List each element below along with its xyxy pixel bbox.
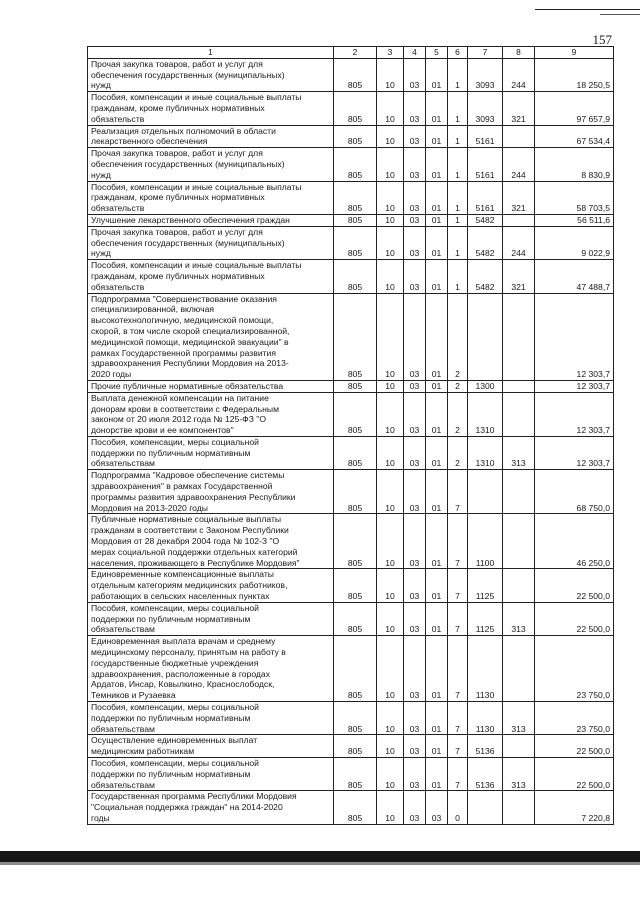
cell-target-article: 5482 [468, 214, 503, 226]
description-line: обязательств [91, 113, 145, 124]
cell-program: 01 [426, 226, 448, 259]
description-line: Подпрограмма "Кадровое обеспечение системы [91, 470, 285, 481]
cell-subsection: 03 [404, 735, 426, 758]
description-line: рамках Государственной программы развития [91, 347, 277, 358]
cell-ministry-code: 805 [334, 569, 377, 602]
cell-description [88, 148, 334, 181]
header-cell: 2 [334, 47, 377, 59]
header-cell: 9 [535, 47, 614, 59]
cell-subprogram: 7 [448, 758, 468, 791]
cell-subprogram: 2 [448, 380, 468, 392]
cell-section: 10 [377, 260, 404, 293]
cell-program: 01 [426, 92, 448, 125]
description-line: обязательствам [91, 779, 155, 790]
cell-ministry-code: 805 [334, 514, 377, 569]
cell-target-article [468, 470, 503, 514]
cell-program: 01 [426, 148, 448, 181]
cell-section: 10 [377, 226, 404, 259]
table-row [88, 636, 614, 702]
cell-subprogram: 7 [448, 514, 468, 569]
description-line: Прочая закупка товаров, работ и услуг для [91, 58, 263, 69]
header-cell: 1 [88, 47, 334, 59]
description-line: обязательствам [91, 458, 155, 469]
cell-subprogram: 1 [448, 260, 468, 293]
description-line: скорой, в том числе скорой специализированной, [91, 325, 290, 336]
description-line: Пособия, компенсации и иные социальные выплаты [91, 260, 302, 271]
cell-program: 01 [426, 702, 448, 735]
cell-target-article: 5161 [468, 181, 503, 214]
cell-subsection: 03 [404, 148, 426, 181]
cell-description [88, 636, 334, 702]
cell-subprogram: 2 [448, 293, 468, 380]
cell-ministry-code: 805 [334, 58, 377, 91]
description-line: Пособия, компенсации, меры социальной [91, 702, 259, 713]
cell-amount: 12 303,7 [535, 392, 614, 436]
cell-amount: 58 703,5 [535, 181, 614, 214]
table-row [88, 514, 614, 569]
cell-section: 10 [377, 58, 404, 91]
description-line: Мордовия на 2013-2020 годы [91, 502, 208, 513]
header-cell: 8 [503, 47, 535, 59]
table-row [88, 380, 614, 392]
cell-target-article: 1130 [468, 636, 503, 702]
cell-subsection: 03 [404, 392, 426, 436]
description-line: лекарственного обеспечения [91, 136, 208, 147]
cell-expense-type [503, 293, 535, 380]
table-row [88, 148, 614, 181]
description-line: Реализация отдельных полномочий в области [91, 125, 276, 136]
description-line: здравоохранения Республики Мордовия на 2013- [91, 358, 289, 369]
description-line: годы [91, 812, 110, 823]
cell-program: 01 [426, 514, 448, 569]
cell-description [88, 602, 334, 635]
cell-section: 10 [377, 735, 404, 758]
cell-subsection: 03 [404, 702, 426, 735]
description-line: донорам крови в соответствии с Федеральным [91, 403, 279, 414]
cell-subsection: 03 [404, 569, 426, 602]
cell-section: 10 [377, 181, 404, 214]
cell-ministry-code: 805 [334, 214, 377, 226]
description-line: здравоохранения" в рамках Государственной [91, 481, 273, 492]
description-line: Единовременные компенсационные выплаты [91, 569, 274, 580]
cell-section: 10 [377, 758, 404, 791]
cell-ministry-code: 805 [334, 702, 377, 735]
description-line: нужд [91, 169, 111, 180]
table-row [88, 392, 614, 436]
cell-subprogram: 2 [448, 392, 468, 436]
cell-ministry-code: 805 [334, 436, 377, 469]
table-row [88, 758, 614, 791]
cell-section: 10 [377, 436, 404, 469]
cell-ministry-code: 805 [334, 92, 377, 125]
cell-program: 03 [426, 791, 448, 824]
cell-subprogram: 0 [448, 791, 468, 824]
cell-target-article: 1310 [468, 436, 503, 469]
description-line: программы развития здравоохранения Республики [91, 491, 296, 502]
cell-subprogram: 7 [448, 569, 468, 602]
header-cell: 7 [468, 47, 503, 59]
description-line: Прочая закупка товаров, работ и услуг для [91, 226, 263, 237]
cell-description [88, 758, 334, 791]
cell-subprogram: 7 [448, 735, 468, 758]
cell-section: 10 [377, 514, 404, 569]
cell-description [88, 380, 334, 392]
cell-amount: 56 511,6 [535, 214, 614, 226]
cell-subsection: 03 [404, 380, 426, 392]
description-line: Пособия, компенсации, меры социальной [91, 758, 259, 768]
description-line: государственные бюджетные учреждения [91, 657, 259, 668]
cell-ministry-code: 805 [334, 735, 377, 758]
cell-expense-type: 313 [503, 602, 535, 635]
description-line: обеспечения государственных (муниципальных) [91, 237, 285, 248]
table-row [88, 791, 614, 824]
cell-program: 01 [426, 470, 448, 514]
cell-description [88, 569, 334, 602]
cell-subprogram: 1 [448, 226, 468, 259]
cell-amount: 67 534,4 [535, 125, 614, 148]
cell-section: 10 [377, 148, 404, 181]
cell-expense-type: 313 [503, 436, 535, 469]
cell-target-article [468, 791, 503, 824]
description-line: обязательств [91, 203, 145, 214]
cell-expense-type [503, 569, 535, 602]
description-line: Пособия, компенсации и иные социальные выплаты [91, 181, 302, 192]
description-line: здравоохранения, расположенные в городах [91, 668, 271, 679]
description-line: медицинскому персоналу, принятым на работу в [91, 647, 286, 658]
cell-subsection: 03 [404, 214, 426, 226]
cell-subsection: 03 [404, 636, 426, 702]
cell-subsection: 03 [404, 58, 426, 91]
description-line: Подпрограмма "Совершенствование оказания [91, 293, 277, 304]
header-cell: 3 [377, 47, 404, 59]
budget-table [87, 46, 614, 825]
cell-subsection: 03 [404, 791, 426, 824]
cell-subprogram: 2 [448, 436, 468, 469]
cell-expense-type [503, 380, 535, 392]
cell-amount: 7 220,8 [535, 791, 614, 824]
description-line: Выплата денежной компенсации на питание [91, 392, 269, 403]
cell-section: 10 [377, 293, 404, 380]
cell-amount: 47 488,7 [535, 260, 614, 293]
table-row [88, 125, 614, 148]
cell-description [88, 436, 334, 469]
cell-expense-type [503, 470, 535, 514]
description-line: гражданам, кроме публичных нормативных [91, 102, 265, 113]
cell-amount: 68 750,0 [535, 470, 614, 514]
cell-target-article: 5161 [468, 148, 503, 181]
table-row [88, 181, 614, 214]
description-line: Ардатов, Инсар, Ковылкино, Краснослободск, [91, 679, 275, 690]
cell-expense-type [503, 214, 535, 226]
description-line: Улучшение лекарственного обеспечения граждан [91, 214, 290, 225]
header-cell: 4 [404, 47, 426, 59]
description-line: Прочая закупка товаров, работ и услуг для [91, 148, 263, 159]
cell-amount: 22 500,0 [535, 758, 614, 791]
description-line: гражданам, кроме публичных нормативных [91, 192, 265, 203]
table-body [88, 47, 614, 825]
cell-ministry-code: 805 [334, 293, 377, 380]
cell-program: 01 [426, 636, 448, 702]
description-line: медицинским работникам [91, 746, 195, 757]
description-line: отдельным категориям медицинских работников, [91, 580, 288, 591]
table-row [88, 735, 614, 758]
cell-expense-type: 321 [503, 92, 535, 125]
cell-amount: 23 750,0 [535, 702, 614, 735]
description-line: работающих в сельских населенных пунктах [91, 591, 270, 602]
description-line: Мордовия от 28 декабря 2004 года № 102-З "О [91, 536, 280, 547]
cell-program: 01 [426, 58, 448, 91]
cell-target-article: 1310 [468, 392, 503, 436]
table-row [88, 226, 614, 259]
cell-target-article: 5136 [468, 758, 503, 791]
cell-expense-type [503, 392, 535, 436]
description-line: поддержки по публичным нормативным [91, 447, 251, 458]
cell-description [88, 92, 334, 125]
cell-amount: 8 830,9 [535, 148, 614, 181]
cell-subprogram: 1 [448, 125, 468, 148]
cell-subprogram: 7 [448, 702, 468, 735]
cell-target-article [468, 293, 503, 380]
cell-amount: 22 500,0 [535, 569, 614, 602]
cell-amount: 22 500,0 [535, 602, 614, 635]
cell-section: 10 [377, 791, 404, 824]
cell-program: 01 [426, 293, 448, 380]
description-line: 2020 годы [91, 369, 132, 380]
description-line: донорстве крови и ее компонентов" [91, 425, 234, 436]
cell-target-article: 5482 [468, 260, 503, 293]
cell-target-article: 3093 [468, 58, 503, 91]
cell-ministry-code: 805 [334, 181, 377, 214]
description-line: обеспечения государственных (муниципальных) [91, 158, 285, 169]
table-row [88, 436, 614, 469]
cell-program: 01 [426, 602, 448, 635]
cell-ministry-code: 805 [334, 380, 377, 392]
cell-target-article: 5136 [468, 735, 503, 758]
cell-description [88, 702, 334, 735]
cell-subsection: 03 [404, 758, 426, 791]
cell-section: 10 [377, 470, 404, 514]
description-line: поддержки по публичным нормативным [91, 613, 251, 624]
description-line: Осуществление единовременных выплат [91, 735, 258, 746]
cell-subsection: 03 [404, 125, 426, 148]
cell-ministry-code: 805 [334, 602, 377, 635]
scan-bottom-band-edge [0, 862, 640, 865]
header-cell: 6 [448, 47, 468, 59]
description-line: населения, проживающего в Республике Мордовия" [91, 557, 300, 568]
cell-expense-type: 313 [503, 702, 535, 735]
cell-section: 10 [377, 380, 404, 392]
description-line: Публичные нормативные социальные выплаты [91, 514, 282, 525]
cell-program: 01 [426, 214, 448, 226]
cell-description [88, 293, 334, 380]
description-line: нужд [91, 80, 111, 91]
cell-amount: 12 303,7 [535, 436, 614, 469]
cell-description [88, 470, 334, 514]
cell-expense-type [503, 636, 535, 702]
cell-expense-type [503, 125, 535, 148]
cell-subsection: 03 [404, 226, 426, 259]
description-line: обязательствам [91, 723, 155, 734]
scan-bottom-band [0, 851, 640, 862]
cell-target-article: 5161 [468, 125, 503, 148]
cell-ministry-code: 805 [334, 758, 377, 791]
cell-program: 01 [426, 758, 448, 791]
cell-program: 01 [426, 392, 448, 436]
cell-description [88, 791, 334, 824]
cell-ministry-code: 805 [334, 125, 377, 148]
description-line: обязательств [91, 281, 145, 292]
cell-subprogram: 7 [448, 470, 468, 514]
description-line: поддержки по публичным нормативным [91, 768, 251, 779]
cell-section: 10 [377, 602, 404, 635]
cell-target-article: 5482 [468, 226, 503, 259]
cell-subprogram: 7 [448, 602, 468, 635]
cell-expense-type [503, 735, 535, 758]
cell-section: 10 [377, 92, 404, 125]
cell-section: 10 [377, 214, 404, 226]
cell-description [88, 125, 334, 148]
cell-amount: 97 657,9 [535, 92, 614, 125]
cell-section: 10 [377, 636, 404, 702]
description-line: гражданам, кроме публичных нормативных [91, 270, 265, 281]
cell-section: 10 [377, 702, 404, 735]
table-row [88, 569, 614, 602]
cell-program: 01 [426, 436, 448, 469]
cell-expense-type [503, 791, 535, 824]
cell-program: 01 [426, 260, 448, 293]
description-line: Пособия, компенсации, меры социальной [91, 602, 259, 613]
cell-expense-type: 321 [503, 260, 535, 293]
cell-target-article: 1125 [468, 602, 503, 635]
cell-description [88, 260, 334, 293]
cell-subprogram: 7 [448, 636, 468, 702]
cell-target-article: 1125 [468, 569, 503, 602]
cell-subprogram: 1 [448, 181, 468, 214]
cell-program: 01 [426, 380, 448, 392]
description-line: гражданам в соответствии с Законом Республики [91, 525, 289, 536]
table-header-row [88, 47, 614, 59]
cell-amount: 12 303,7 [535, 380, 614, 392]
cell-expense-type: 321 [503, 181, 535, 214]
cell-subsection: 03 [404, 470, 426, 514]
cell-expense-type: 313 [503, 758, 535, 791]
cell-program: 01 [426, 181, 448, 214]
cell-amount: 12 303,7 [535, 293, 614, 380]
table-row [88, 92, 614, 125]
cell-subsection: 03 [404, 602, 426, 635]
description-line: обязательствам [91, 624, 155, 635]
description-line: специализированной, включая [91, 304, 215, 315]
cell-subsection: 03 [404, 181, 426, 214]
cell-ministry-code: 805 [334, 392, 377, 436]
cell-section: 10 [377, 569, 404, 602]
table-row [88, 602, 614, 635]
description-line: нужд [91, 248, 111, 259]
cell-amount: 18 250,5 [535, 58, 614, 91]
cell-ministry-code: 805 [334, 226, 377, 259]
cell-amount: 9 022,9 [535, 226, 614, 259]
description-line: Пособия, компенсации, меры социальной [91, 436, 259, 447]
table-row [88, 702, 614, 735]
cell-target-article: 1300 [468, 380, 503, 392]
description-line: медицинской помощи, медицинской эвакуации" в [91, 336, 289, 347]
cell-ministry-code: 805 [334, 791, 377, 824]
cell-expense-type: 244 [503, 226, 535, 259]
cell-amount: 23 750,0 [535, 636, 614, 702]
cell-description [88, 735, 334, 758]
description-line: высокотехнологичную, медицинской помощи, [91, 315, 274, 326]
cell-subsection: 03 [404, 293, 426, 380]
cell-ministry-code: 805 [334, 260, 377, 293]
cell-target-article: 1100 [468, 514, 503, 569]
description-line: "Социальная поддержка граждан" на 2014-2020 [91, 802, 283, 813]
cell-subprogram: 1 [448, 92, 468, 125]
cell-program: 01 [426, 125, 448, 148]
cell-expense-type [503, 514, 535, 569]
table-row [88, 214, 614, 226]
cell-description [88, 214, 334, 226]
description-line: Пособия, компенсации и иные социальные выплаты [91, 92, 302, 103]
cell-subprogram: 1 [448, 214, 468, 226]
cell-subsection: 03 [404, 92, 426, 125]
table-row [88, 293, 614, 380]
description-line: Темников и Рузаевка [91, 690, 176, 701]
description-line: поддержки по публичным нормативным [91, 712, 251, 723]
description-line: мерах социальной поддержки отдельных категорий [91, 546, 298, 557]
cell-ministry-code: 805 [334, 470, 377, 514]
cell-target-article: 3093 [468, 92, 503, 125]
page-number: 157 [592, 32, 612, 47]
cell-description [88, 226, 334, 259]
cell-subsection: 03 [404, 436, 426, 469]
cell-program: 01 [426, 735, 448, 758]
scan-artifact-top-right [600, 14, 640, 15]
cell-section: 10 [377, 392, 404, 436]
cell-section: 10 [377, 125, 404, 148]
description-line: Единовременная выплата врачам и среднему [91, 636, 276, 647]
scan-artifact-top [535, 9, 640, 10]
cell-target-article: 1130 [468, 702, 503, 735]
table-row [88, 470, 614, 514]
cell-subsection: 03 [404, 514, 426, 569]
description-line: законом от 20 июля 2012 года № 125-ФЗ "О [91, 414, 267, 425]
cell-amount: 22 500,0 [535, 735, 614, 758]
cell-description [88, 392, 334, 436]
cell-expense-type: 244 [503, 148, 535, 181]
cell-ministry-code: 805 [334, 636, 377, 702]
cell-description [88, 181, 334, 214]
cell-description [88, 514, 334, 569]
cell-program: 01 [426, 569, 448, 602]
cell-expense-type: 244 [503, 58, 535, 91]
cell-amount: 46 250,0 [535, 514, 614, 569]
cell-description [88, 58, 334, 91]
description-line: Прочие публичные нормативные обязательства [91, 380, 284, 391]
description-line: Государственная программа Республики Мордовия [91, 791, 297, 802]
table-row [88, 260, 614, 293]
cell-subprogram: 1 [448, 148, 468, 181]
cell-subsection: 03 [404, 260, 426, 293]
cell-subprogram: 1 [448, 58, 468, 91]
header-cell: 5 [426, 47, 448, 59]
description-line: обеспечения государственных (муниципальных) [91, 69, 285, 80]
cell-ministry-code: 805 [334, 148, 377, 181]
table-row [88, 58, 614, 91]
